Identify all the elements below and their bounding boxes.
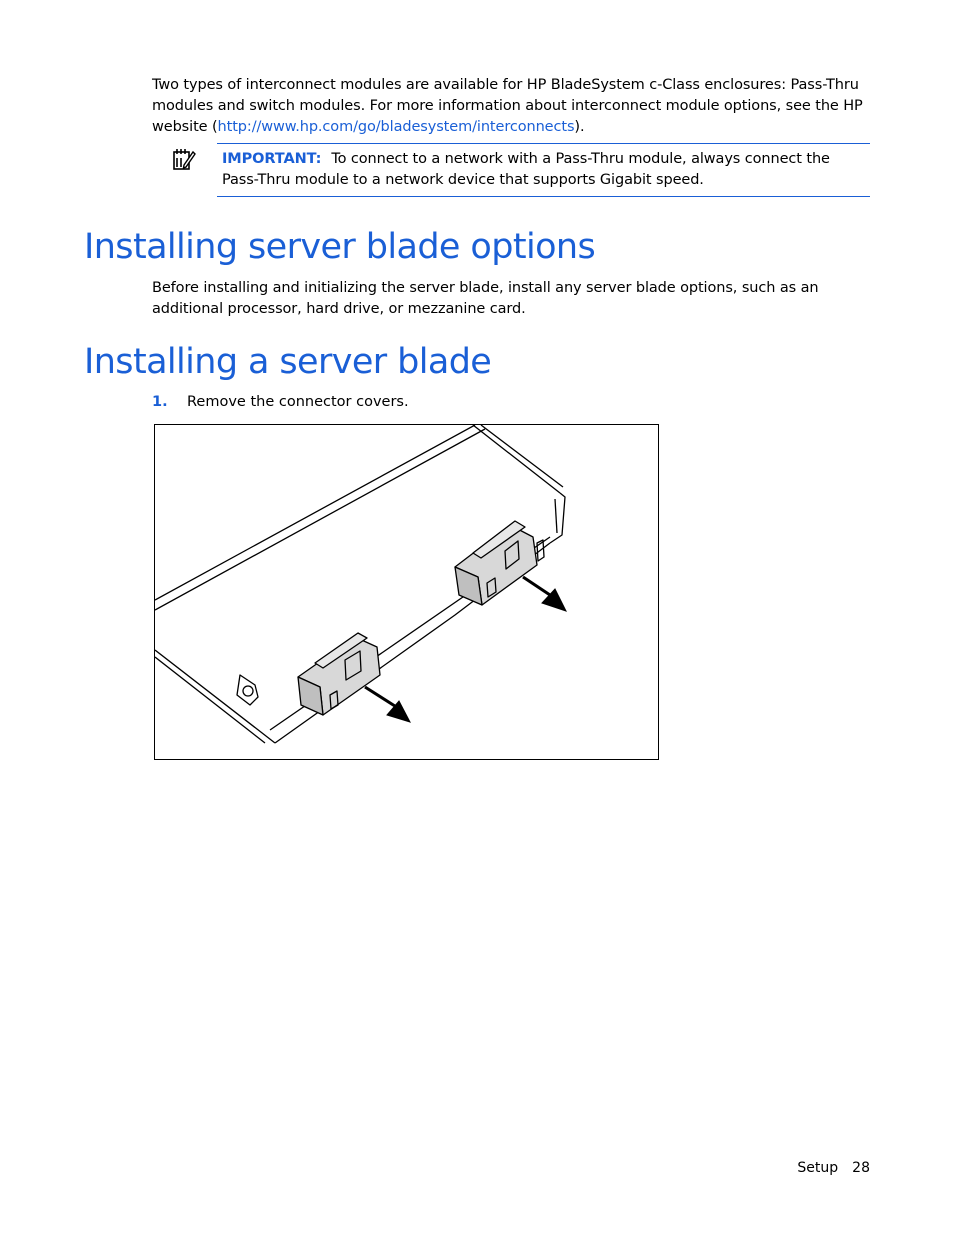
server-blade-illustration [155,425,659,760]
important-note [217,143,870,197]
page-number: 28 [852,1160,870,1176]
important-notepad-icon [172,147,196,171]
page-footer [797,1158,870,1178]
intro-text-end: ). [574,119,585,135]
options-paragraph: Before installing and initializing the server blade, install any server blade options, such as an additional processor, hard drive, or mezzanine card. [152,280,819,317]
note-label: IMPORTANT: [222,151,322,167]
heading-installing-server-blade-options: Installing server blade options [84,227,596,267]
interconnects-link[interactable]: http://www.hp.com/go/bladesystem/interconnects [217,119,575,135]
step-1 [152,392,409,413]
footer-section: Setup [797,1160,839,1176]
intro-text: Two types of interconnect modules are available for HP BladeSystem c-Class enclosures: Pass-Thru modules and switch modules. For more information about interconnect module options, see the HP website ( [152,77,863,135]
intro-paragraph [152,75,872,138]
note-text: To connect to a network with a Pass-Thru module, always connect the Pass-Thru module to a network device that supports Gigabit speed. [222,151,830,188]
step-number: 1. [152,394,168,410]
note-text-block [222,149,867,191]
connector-covers-figure [154,424,659,760]
heading-installing-a-server-blade: Installing a server blade [84,342,492,382]
step-text: Remove the connector covers. [187,394,409,410]
